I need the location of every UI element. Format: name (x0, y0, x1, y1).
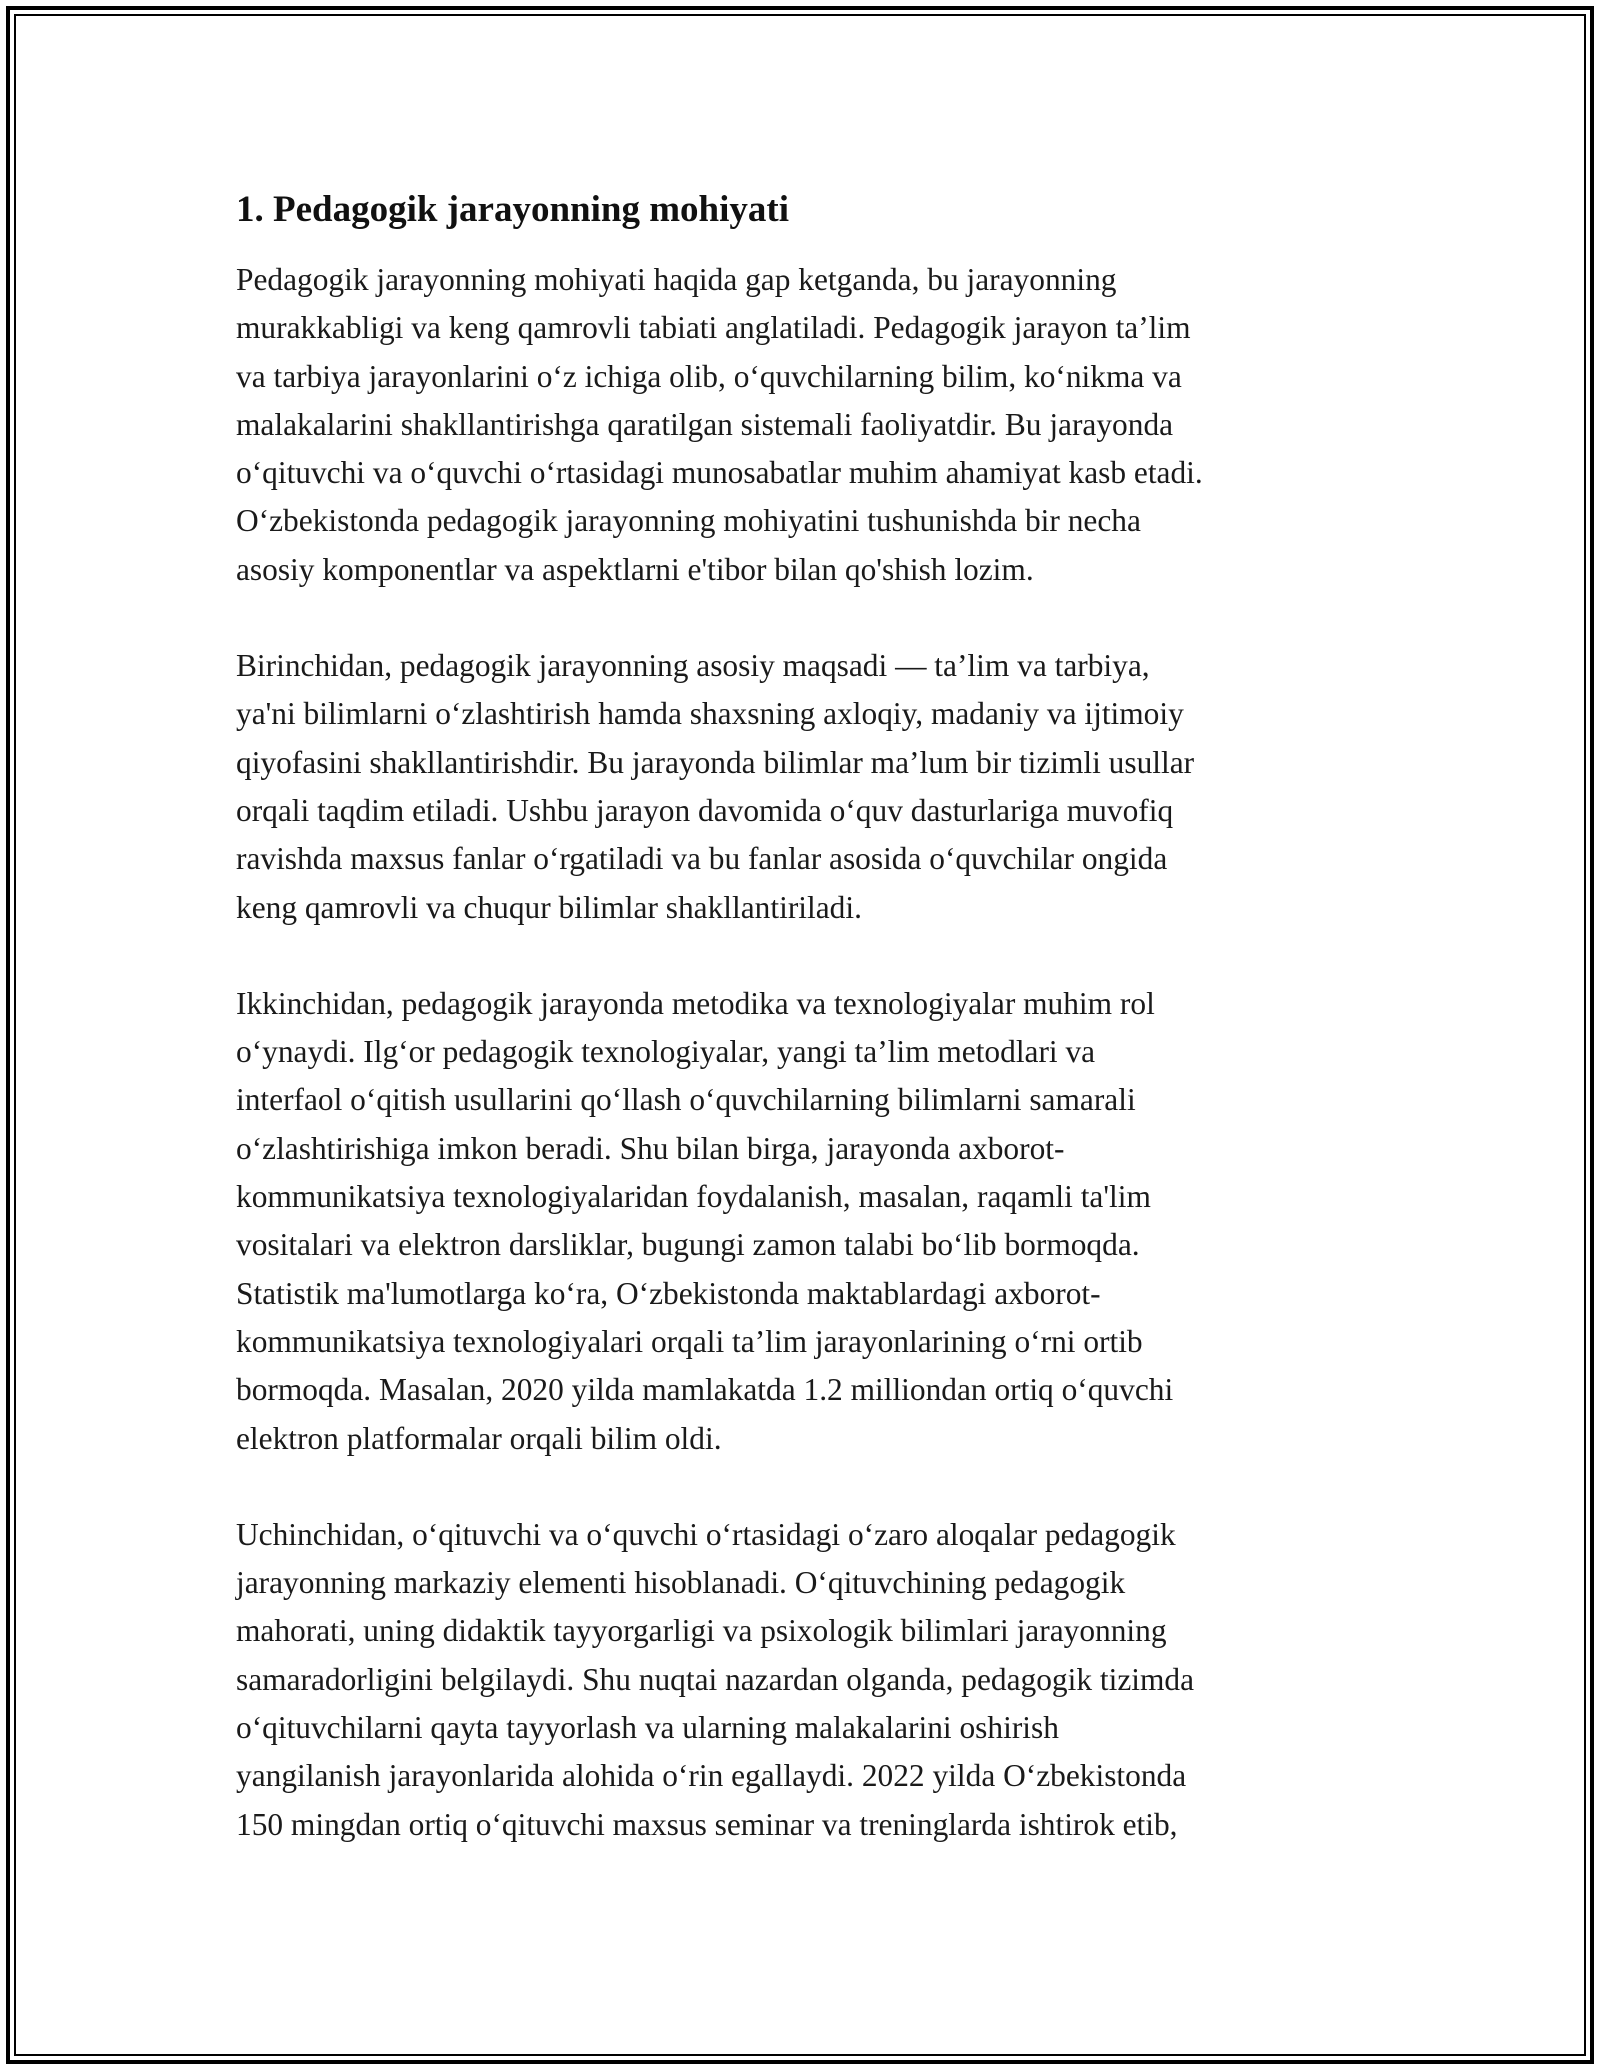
text-line: jarayonning markaziy elementi hisoblanadi. O‘qituvchining pedagogik (236, 1565, 1126, 1601)
text-line: murakkabligi va keng qamrovli tabiati anglatiladi. Pedagogik jarayon ta’lim (236, 310, 1191, 346)
text-line: Birinchidan, pedagogik jarayonning asosiy maqsadi — ta’lim va tarbiya, (236, 648, 1150, 684)
document-body (236, 186, 1376, 1897)
text-line: O‘zbekistonda pedagogik jarayonning mohiyatini tushunishda bir necha (236, 503, 1141, 539)
paragraph (236, 980, 1376, 1463)
text-line: 150 mingdan ortiq o‘qituvchi maxsus seminar va treninglarda ishtirok etib, (236, 1806, 1178, 1842)
paragraph (236, 642, 1376, 932)
text-line: Statistik ma'lumotlarga ko‘ra, O‘zbekistonda maktablardagi axborot- (236, 1275, 1101, 1311)
text-line: samaradorligini belgilaydi. Shu nuqtai nazardan olganda, pedagogik tizimda (236, 1661, 1195, 1697)
text-line: interfaol o‘qitish usullarini qo‘llash o‘quvchilarning bilimlarni samarali (236, 1082, 1136, 1118)
text-line: keng qamrovli va chuqur bilimlar shakllantiriladi. (236, 889, 862, 925)
text-line: kommunikatsiya texnologiyalari orqali ta’lim jarayonlarining o‘rni ortib (236, 1323, 1143, 1359)
text-line: malakalarini shakllantirishga qaratilgan sistemali faoliyatdir. Bu jarayonda (236, 406, 1174, 442)
text-line: ya'ni bilimlarni o‘zlashtirish hamda shaxsning axloqiy, madaniy va ijtimoiy (236, 696, 1184, 732)
text-line: asosiy komponentlar va aspektlarni e'tibor bilan qo'shish lozim. (236, 551, 1034, 587)
text-line: o‘zlashtirishiga imkon beradi. Shu bilan birga, jarayonda axborot- (236, 1130, 1065, 1166)
text-line: mahorati, uning didaktik tayyorgarligi va psixologik bilimlari jarayonning (236, 1613, 1167, 1649)
text-line: qiyofasini shakllantirishdir. Bu jarayonda bilimlar ma’lum bir tizimli usullar (236, 744, 1195, 780)
text-line: elektron platformalar orqali bilim oldi. (236, 1420, 722, 1456)
text-line: o‘qituvchilarni qayta tayyorlash va ularning malakalarini oshirish (236, 1710, 1059, 1746)
text-line: o‘ynaydi. Ilg‘or pedagogik texnologiyalar, yangi ta’lim metodlari va (236, 1034, 1096, 1070)
text-line: yangilanish jarayonlarida alohida o‘rin egallaydi. 2022 yilda O‘zbekistonda (236, 1758, 1187, 1794)
text-line: bormoqda. Masalan, 2020 yilda mamlakatda 1.2 milliondan ortiq o‘quvchi (236, 1372, 1174, 1408)
text-line: Pedagogik jarayonning mohiyati haqida gap ketganda, bu jarayonning (236, 262, 1117, 297)
section-heading: 1. Pedagogik jarayonning mohiyati (236, 189, 789, 230)
paragraph (236, 256, 1376, 594)
text-line: Uchinchidan, o‘qituvchi va o‘quvchi o‘rtasidagi o‘zaro aloqalar pedagogik (236, 1516, 1176, 1552)
text-line: kommunikatsiya texnologiyalaridan foydalanish, masalan, raqamli ta'lim (236, 1179, 1151, 1215)
paragraph (236, 1511, 1376, 1849)
text-line: o‘qituvchi va o‘quvchi o‘rtasidagi munosabatlar muhim ahamiyat kasb etadi. (236, 455, 1203, 491)
text-line: orqali taqdim etiladi. Ushbu jarayon davomida o‘quv dasturlariga muvofiq (236, 792, 1174, 828)
text-line: vositalari va elektron darsliklar, bugungi zamon talabi bo‘lib bormoqda. (236, 1227, 1140, 1263)
text-line: ravishda maxsus fanlar o‘rgatiladi va bu fanlar asosida o‘quvchilar ongida (236, 841, 1168, 877)
text-line: Ikkinchidan, pedagogik jarayonda metodika va texnologiyalar muhim rol (236, 985, 1155, 1021)
text-line: va tarbiya jarayonlarini o‘z ichiga olib, o‘quvchilarning bilim, ko‘nikma va (236, 358, 1182, 394)
